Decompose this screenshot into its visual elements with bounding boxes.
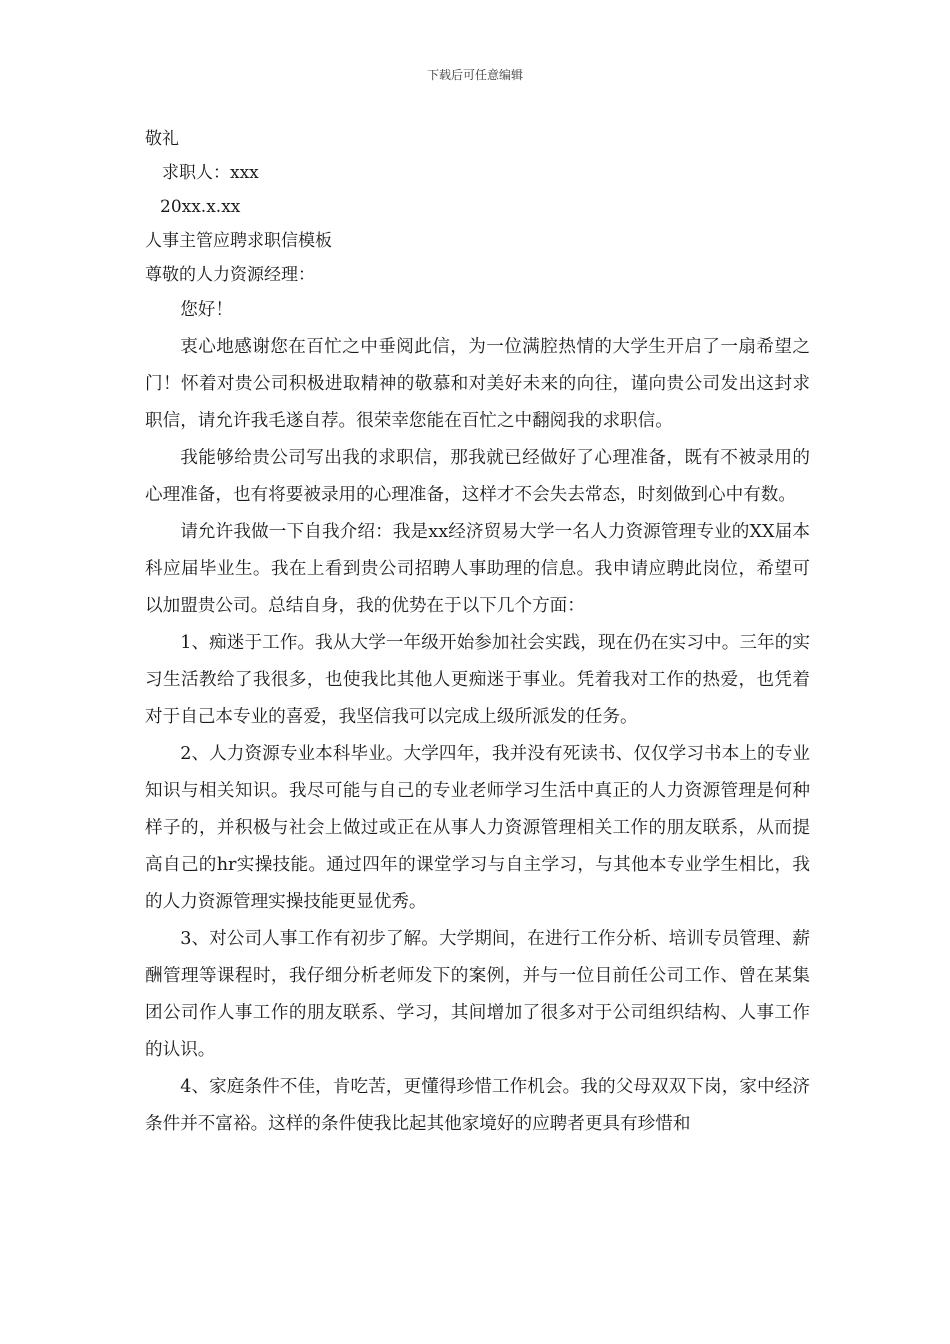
- paragraph-5: 2、人力资源专业本科毕业。大学四年，我并没有死读书、仅仅学习书本上的专业知识与相关知识。我尽可能与自己的专业老师学习生活中真正的人力资源管理是何种样子的，并积极与社会上做过或正在从事人力资源管理相关工作的朋友联系，从而提高自己的hr实操技能。通过四年的课堂学习与自主学习，与其他本专业学生相比，我的人力资源管理实操技能更显优秀。: [145, 744, 810, 912]
- template-title: 人事主管应聘求职信模板: [145, 231, 332, 251]
- closing-salutation: 敬礼: [145, 129, 179, 149]
- paragraph-7: 4、家庭条件不佳，肯吃苦，更懂得珍惜工作机会。我的父母双双下岗，家中经济条件并不富裕。这样的条件使我比起其他家境好的应聘者更具有珍惜和: [145, 1077, 810, 1134]
- letter-date: 20xx.x.xx: [160, 197, 241, 217]
- paragraph-1: 衷心地感谢您在百忙之中垂阅此信，为一位满腔热情的大学生开启了一扇希望之门！怀着对贵公司积极进取精神的敬慕和对美好未来的向往，谨向贵公司发出这封求职信，请允许我毛遂自荐。很荣幸您能在百忙之中翻阅我的求职信。: [145, 337, 810, 431]
- greeting: 您好！: [180, 300, 233, 320]
- paragraph-3: 请允许我做一下自我介绍：我是xx经济贸易大学一名人力资源管理专业的XX届本科应届毕业生。我在上看到贵公司招聘人事助理的信息。我申请应聘此岗位，希望可以加盟贵公司。总结自身，我的优势在于以下几个方面：: [145, 522, 810, 616]
- paragraph-4: 1、痴迷于工作。我从大学一年级开始参加社会实践，现在仍在实习中。三年的实习生活教给了我很多，也使我比其他人更痴迷于事业。凭着我对工作的热爱，也凭着对于自己本专业的喜爱，我坚信我可以完成上级所派发的任务。: [145, 633, 810, 727]
- addressee: 尊敬的人力资源经理：: [145, 265, 315, 285]
- paragraph-6: 3、对公司人事工作有初步了解。大学期间，在进行工作分析、培训专员管理、薪酬管理等课程时，我仔细分析老师发下的案例，并与一位目前任公司工作、曾在某集团公司作人事工作的朋友联系、学习，其间增加了很多对于公司组织结构、人事工作的认识。: [145, 929, 810, 1060]
- paragraph-2: 我能够给贵公司写出我的求职信，那我就已经做好了心理准备，既有不被录用的心理准备，也有将要被录用的心理准备，这样才不会失去常态，时刻做到心中有数。: [145, 448, 810, 505]
- letter-body: [145, 122, 810, 1143]
- page-header-note: 下载后可任意编辑: [426, 68, 523, 82]
- applicant-signature: 求职人：xxx: [162, 163, 259, 183]
